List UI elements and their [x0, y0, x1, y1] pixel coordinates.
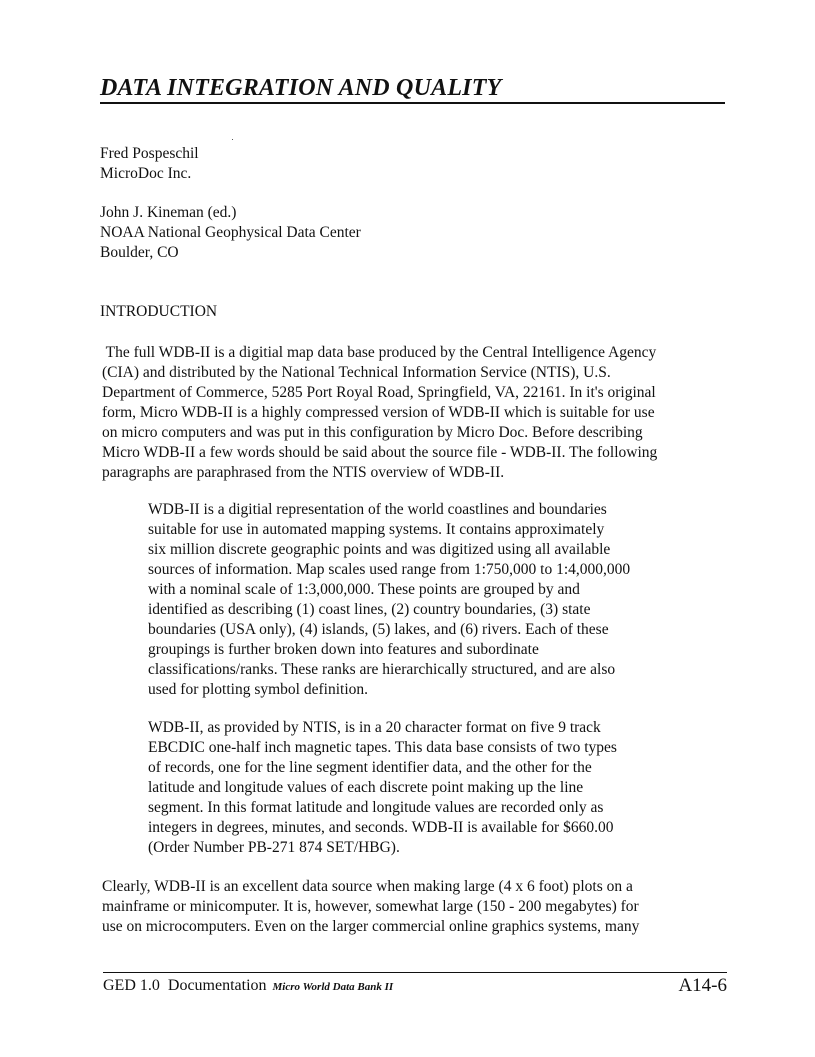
- page-footer: [103, 976, 727, 998]
- page-number: A14-6: [678, 975, 727, 996]
- text-line: of records, one for the line segment identifier data, and the other for the: [148, 759, 592, 776]
- author-block-2: [100, 203, 361, 263]
- text-line: (CIA) and distributed by the National Technical Information Service (NTIS), U.S.: [102, 364, 611, 381]
- author-name: Fred Pospeschil: [100, 145, 199, 162]
- text-line: integers in degrees, minutes, and seconds. WDB-II is available for $660.00: [148, 819, 614, 836]
- text-line: suitable for use in automated mapping systems. It contains approximately: [148, 521, 605, 538]
- text-line: sources of information. Map scales used range from 1:750,000 to 1:4,000,000: [148, 561, 631, 578]
- author-affiliation: MicroDoc Inc.: [100, 165, 192, 182]
- paragraph-intro: [102, 343, 657, 483]
- text-line: form, Micro WDB-II is a highly compressed version of WDB-II which is suitable for use: [102, 404, 655, 421]
- text-line: with a nominal scale of 1:3,000,000. These points are grouped by and: [148, 581, 580, 598]
- footer-rule: [103, 972, 727, 973]
- footer-subtitle: Micro World Data Bank II: [272, 981, 394, 993]
- quoted-paragraph-description: [148, 500, 630, 700]
- text-line: on micro computers and was put in this configuration by Micro Doc. Before describing: [102, 424, 643, 441]
- text-line: Clearly, WDB-II is an excellent data source when making large (4 x 6 foot) plots on a: [102, 878, 633, 895]
- text-line: groupings is further broken down into features and subordinate: [148, 641, 539, 658]
- text-line: WDB-II is a digitial representation of the world coastlines and boundaries: [148, 501, 607, 518]
- text-line: latitude and longitude values of each discrete point making up the line: [148, 779, 584, 796]
- text-line: mainframe or minicomputer. It is, however, somewhat large (150 - 200 megabytes) for: [102, 898, 639, 915]
- text-line: WDB-II, as provided by NTIS, is in a 20 character format on five 9 track: [148, 719, 601, 736]
- speck: [232, 139, 233, 140]
- text-line: six million discrete geographic points and was digitized using all available: [148, 541, 611, 558]
- editor-location: Boulder, CO: [100, 244, 179, 261]
- text-line: Department of Commerce, 5285 Port Royal Road, Springfield, VA, 22161. In it's original: [102, 384, 656, 401]
- text-line: used for plotting symbol definition.: [148, 681, 368, 698]
- footer-left: [103, 976, 393, 997]
- text-line: Micro WDB-II a few words should be said about the source file - WDB-II. The following: [102, 444, 658, 461]
- editor-affiliation: NOAA National Geophysical Data Center: [100, 224, 361, 241]
- text-line: segment. In this format latitude and longitude values are recorded only as: [148, 799, 604, 816]
- text-line: EBCDIC one-half inch magnetic tapes. This data base consists of two types: [148, 739, 617, 756]
- text-line: The full WDB-II is a digitial map data base produced by the Central Intelligence Agency: [102, 344, 657, 361]
- paragraph-conclusion: [102, 877, 639, 937]
- editor-name: John J. Kineman (ed.): [100, 204, 237, 221]
- text-line: classifications/ranks. These ranks are hierarchically structured, and are also: [148, 661, 616, 678]
- page-title: DATA INTEGRATION AND QUALITY: [100, 74, 725, 104]
- section-heading: INTRODUCTION: [100, 303, 218, 320]
- text-line: paragraphs are paraphrased from the NTIS overview of WDB-II.: [102, 464, 505, 481]
- text-line: identified as describing (1) coast lines, (2) country boundaries, (3) state: [148, 601, 591, 618]
- text-line: use on microcomputers. Even on the larger commercial online graphics systems, many: [102, 918, 640, 935]
- quoted-paragraph-format: [148, 718, 617, 858]
- author-block-1: [100, 144, 199, 184]
- footer-doc-label: GED 1.0 Documentation: [103, 977, 267, 994]
- text-line: boundaries (USA only), (4) islands, (5) lakes, and (6) rivers. Each of these: [148, 621, 609, 638]
- text-line: (Order Number PB-271 874 SET/HBG).: [148, 839, 400, 856]
